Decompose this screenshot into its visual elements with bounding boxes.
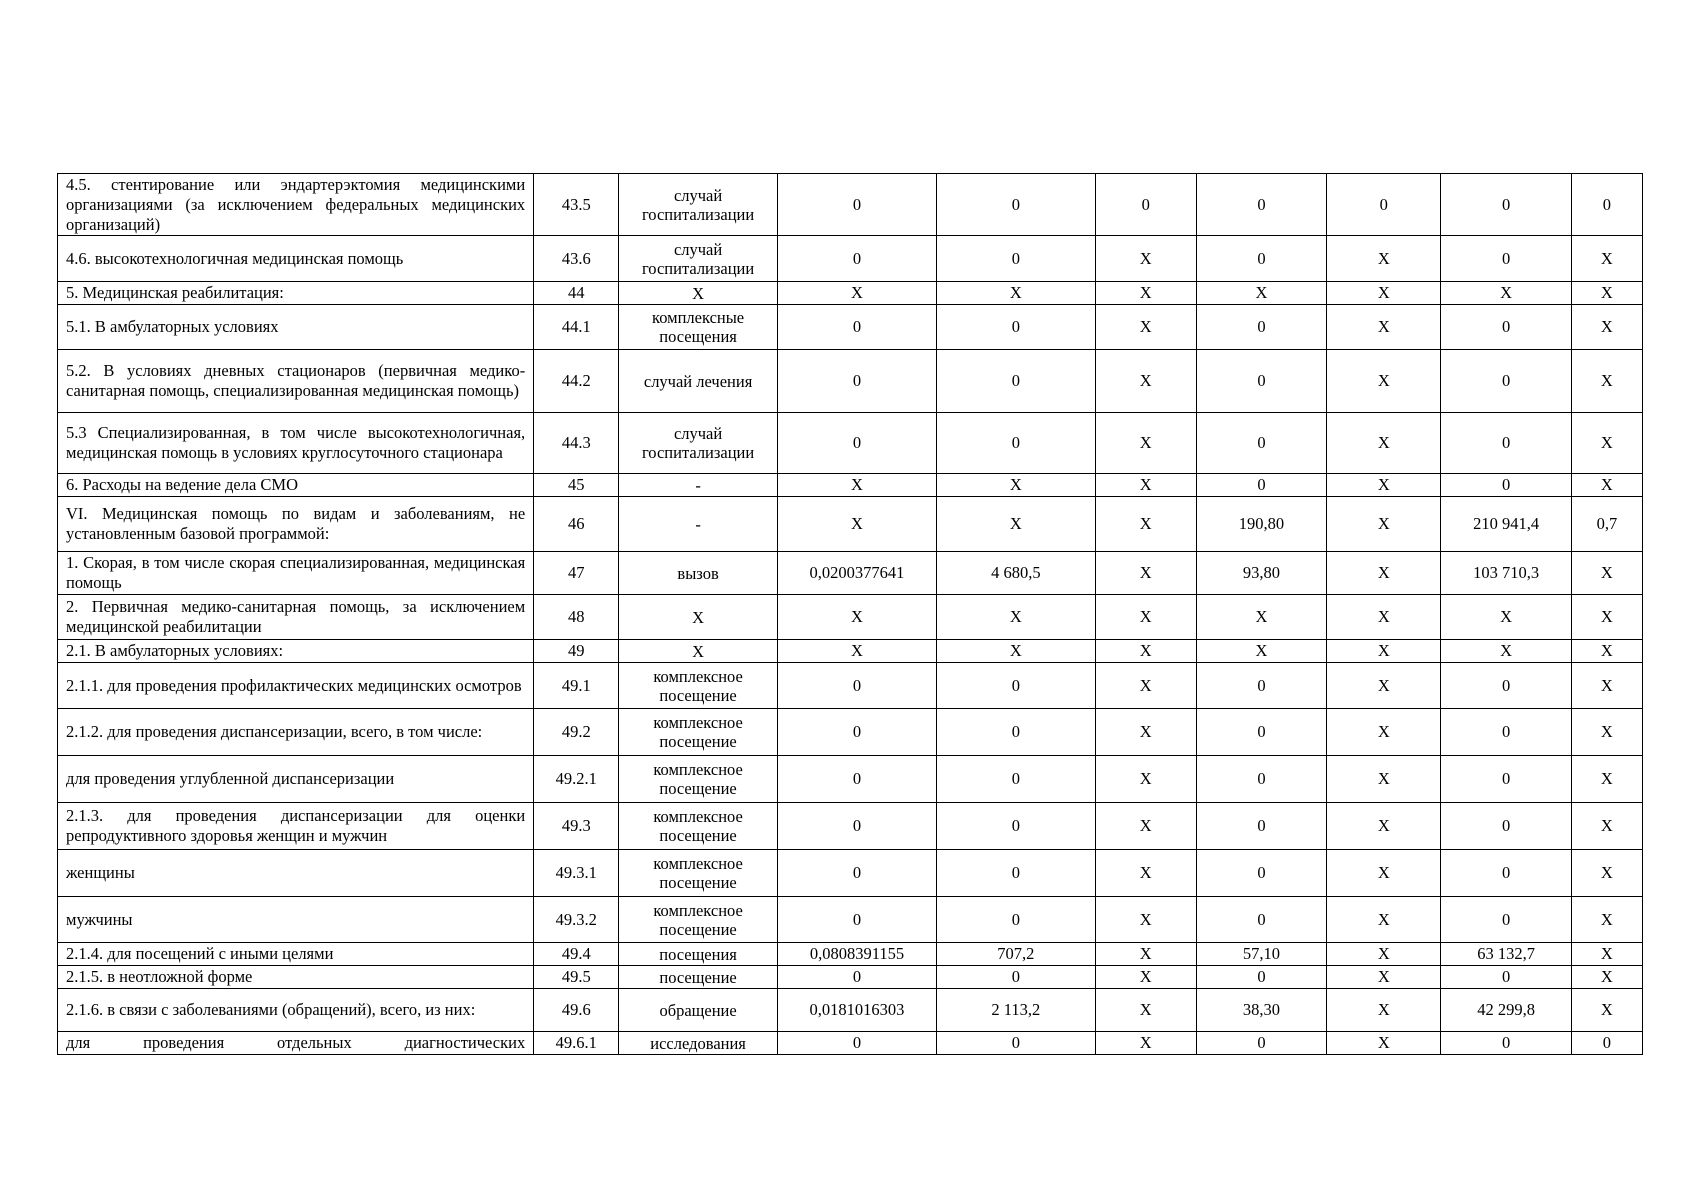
row-value-cell: Х [1327,640,1441,663]
row-value-cell: 0 [1441,709,1571,756]
row-value-cell: Х [1095,497,1196,552]
row-value-cell: Х [1095,305,1196,350]
row-name-cell: мужчины [58,897,534,943]
row-value-cell: 0 [777,305,936,350]
row-code-cell: 49.1 [534,663,619,709]
row-value-cell: Х [1327,350,1441,413]
row-unit-cell: исследования [619,1032,777,1055]
row-unit-cell: посещение [619,966,777,989]
row-value-cell: 38,30 [1196,989,1326,1032]
row-value-cell: 0 [1327,174,1441,236]
row-code-cell: 45 [534,474,619,497]
row-code-cell: 49.6 [534,989,619,1032]
table-row [58,803,1643,850]
row-value-cell: 0 [1441,897,1571,943]
row-code-cell: 49.6.1 [534,1032,619,1055]
row-value-cell: 0 [937,709,1095,756]
row-value-cell: 0 [1196,174,1326,236]
row-value-cell: 0 [777,850,936,897]
row-value-cell: Х [1327,474,1441,497]
program-table [57,173,1643,1055]
table-row [58,282,1643,305]
row-value-cell: 0 [1196,966,1326,989]
row-value-cell: 0 [1441,413,1571,474]
row-value-cell: Х [1327,989,1441,1032]
row-value-cell: 0 [1441,803,1571,850]
row-value-cell: Х [1571,305,1642,350]
row-value-cell: Х [1571,640,1642,663]
row-value-cell: Х [777,595,936,640]
row-value-cell: 0 [1571,1032,1642,1055]
row-unit-cell: Х [619,640,777,663]
row-code-cell: 44.2 [534,350,619,413]
row-code-cell: 49.4 [534,943,619,966]
row-value-cell: Х [1571,413,1642,474]
row-name-cell: для проведения углубленной диспансеризации [58,756,534,803]
row-value-cell: Х [1327,282,1441,305]
row-value-cell: 103 710,3 [1441,552,1571,595]
table-row [58,497,1643,552]
row-value-cell: 93,80 [1196,552,1326,595]
row-value-cell: 707,2 [937,943,1095,966]
row-value-cell: 0 [777,174,936,236]
row-value-cell: 0 [777,803,936,850]
row-value-cell: 0 [1196,474,1326,497]
row-value-cell: 0 [937,236,1095,282]
row-value-cell: Х [1327,803,1441,850]
row-value-cell: Х [1327,1032,1441,1055]
row-value-cell: 0 [937,663,1095,709]
row-value-cell: Х [1571,350,1642,413]
row-name-cell: 5.1. В амбулаторных условиях [58,305,534,350]
row-name-cell: 2. Первичная медико-санитарная помощь, за исключением медицинской реабилитации [58,595,534,640]
row-value-cell: 0 [1095,174,1196,236]
table-row [58,663,1643,709]
row-unit-cell: комплексное посещение [619,850,777,897]
row-value-cell: 0 [1196,709,1326,756]
row-value-cell: 0 [1196,803,1326,850]
row-value-cell: Х [937,595,1095,640]
row-unit-cell: случай госпитализации [619,413,777,474]
row-unit-cell: - [619,474,777,497]
row-value-cell: Х [1327,897,1441,943]
row-value-cell: Х [937,497,1095,552]
row-value-cell: Х [1571,709,1642,756]
row-value-cell: Х [1095,1032,1196,1055]
row-value-cell: 0 [937,756,1095,803]
row-value-cell: 0 [777,709,936,756]
row-value-cell: 4 680,5 [937,552,1095,595]
row-unit-cell: - [619,497,777,552]
row-name-cell: 1. Скорая, в том числе скорая специализированная, медицинская помощь [58,552,534,595]
table-row [58,989,1643,1032]
row-name-cell: 4.6. высокотехнологичная медицинская помощь [58,236,534,282]
row-value-cell: Х [937,640,1095,663]
row-value-cell: 0,0808391155 [777,943,936,966]
row-value-cell: Х [1327,305,1441,350]
row-value-cell: 0 [1441,966,1571,989]
table-row [58,1032,1643,1055]
table-row [58,174,1643,236]
row-value-cell: Х [1441,595,1571,640]
row-value-cell: Х [1095,413,1196,474]
row-value-cell: 0 [937,966,1095,989]
row-value-cell: 0 [1196,850,1326,897]
row-name-cell: женщины [58,850,534,897]
row-value-cell: 190,80 [1196,497,1326,552]
row-value-cell: Х [1327,552,1441,595]
table-row [58,709,1643,756]
row-unit-cell: обращение [619,989,777,1032]
row-code-cell: 48 [534,595,619,640]
row-value-cell: 0 [937,305,1095,350]
row-value-cell: Х [777,474,936,497]
table-row [58,350,1643,413]
row-value-cell: 0 [1441,850,1571,897]
row-value-cell: 63 132,7 [1441,943,1571,966]
row-name-cell: 2.1.6. в связи с заболеваниями (обращений), всего, из них: [58,989,534,1032]
row-code-cell: 47 [534,552,619,595]
row-value-cell: Х [1095,595,1196,640]
row-value-cell: 0 [1196,236,1326,282]
row-value-cell: Х [1571,756,1642,803]
row-name-cell: для проведения отдельных диагностических [58,1032,534,1055]
row-value-cell: 0 [1441,474,1571,497]
row-name-cell: 4.5. стентирование или эндартерэктомия медицинскими организациями (за исключением федеральных медицинских организаций) [58,174,534,236]
row-value-cell: Х [1327,595,1441,640]
row-value-cell: 0 [1441,1032,1571,1055]
row-value-cell: Х [1327,497,1441,552]
row-value-cell: 0 [777,663,936,709]
row-value-cell: Х [1571,897,1642,943]
row-value-cell: 0 [937,174,1095,236]
row-value-cell: Х [1095,803,1196,850]
row-value-cell: Х [1571,282,1642,305]
table-row [58,305,1643,350]
row-value-cell: Х [777,497,936,552]
row-value-cell: Х [1095,236,1196,282]
row-code-cell: 49.3 [534,803,619,850]
row-value-cell: 0 [1196,305,1326,350]
row-value-cell: Х [1327,943,1441,966]
row-value-cell: 0 [937,897,1095,943]
row-value-cell: Х [1327,850,1441,897]
row-value-cell: Х [777,640,936,663]
row-value-cell: 0 [1196,756,1326,803]
row-unit-cell: посещения [619,943,777,966]
row-code-cell: 49.2 [534,709,619,756]
row-value-cell: Х [1327,709,1441,756]
table-row [58,236,1643,282]
table-row [58,966,1643,989]
row-value-cell: 0 [777,966,936,989]
row-value-cell: 0 [1196,663,1326,709]
table-row [58,552,1643,595]
row-value-cell: Х [1571,943,1642,966]
row-code-cell: 49 [534,640,619,663]
row-unit-cell: комплексное посещение [619,756,777,803]
table-row [58,850,1643,897]
row-value-cell: 42 299,8 [1441,989,1571,1032]
row-unit-cell: Х [619,595,777,640]
row-value-cell: Х [1327,413,1441,474]
row-code-cell: 49.5 [534,966,619,989]
row-value-cell: Х [1571,236,1642,282]
table-row [58,595,1643,640]
row-code-cell: 43.5 [534,174,619,236]
row-value-cell: Х [1571,663,1642,709]
row-value-cell: 0 [1441,236,1571,282]
row-name-cell: 2.1.2. для проведения диспансеризации, всего, в том числе: [58,709,534,756]
row-value-cell: Х [1095,709,1196,756]
row-value-cell: Х [1441,640,1571,663]
row-value-cell: Х [1095,552,1196,595]
row-unit-cell: комплексное посещение [619,897,777,943]
row-value-cell: Х [1196,640,1326,663]
row-value-cell: Х [937,474,1095,497]
table-row [58,756,1643,803]
row-value-cell: Х [777,282,936,305]
row-unit-cell: случай лечения [619,350,777,413]
row-unit-cell: случай госпитализации [619,236,777,282]
table-row [58,943,1643,966]
row-value-cell: Х [1196,595,1326,640]
row-value-cell: Х [1327,236,1441,282]
row-name-cell: 5.2. В условиях дневных стационаров (первичная медико-санитарная помощь, специализированная медицинская помощь) [58,350,534,413]
row-value-cell: 2 113,2 [937,989,1095,1032]
row-name-cell: 2.1.3. для проведения диспансеризации для оценки репродуктивного здоровья женщин и мужчин [58,803,534,850]
row-code-cell: 49.2.1 [534,756,619,803]
row-value-cell: 0 [937,413,1095,474]
row-value-cell: 0 [1441,305,1571,350]
row-value-cell: Х [1571,474,1642,497]
row-value-cell: Х [1571,989,1642,1032]
row-name-cell: 2.1.5. в неотложной форме [58,966,534,989]
row-code-cell: 44 [534,282,619,305]
row-name-cell: 5.3 Специализированная, в том числе высокотехнологичная, медицинская помощь в условиях круглосуточного стационара [58,413,534,474]
row-value-cell: Х [1095,474,1196,497]
row-value-cell: Х [1095,989,1196,1032]
row-value-cell: Х [1571,803,1642,850]
row-value-cell: 0 [777,413,936,474]
row-unit-cell: комплексное посещение [619,803,777,850]
row-value-cell: Х [1571,966,1642,989]
row-value-cell: 0 [777,1032,936,1055]
row-code-cell: 49.3.1 [534,850,619,897]
row-unit-cell: комплексное посещение [619,663,777,709]
row-value-cell: Х [1327,966,1441,989]
row-value-cell: 0 [1441,663,1571,709]
row-value-cell: Х [1095,966,1196,989]
row-code-cell: 46 [534,497,619,552]
row-value-cell: Х [1571,850,1642,897]
row-value-cell: Х [1327,756,1441,803]
row-value-cell: Х [1571,552,1642,595]
row-value-cell: 0 [777,350,936,413]
row-value-cell: 0 [1196,350,1326,413]
row-value-cell: Х [1095,850,1196,897]
table-body [58,174,1643,1055]
row-code-cell: 49.3.2 [534,897,619,943]
row-name-cell: 2.1. В амбулаторных условиях: [58,640,534,663]
row-value-cell: Х [1441,282,1571,305]
row-value-cell: 0 [1196,1032,1326,1055]
row-value-cell: Х [1095,282,1196,305]
row-value-cell: 57,10 [1196,943,1326,966]
row-value-cell: 0 [777,756,936,803]
row-value-cell: 0 [937,850,1095,897]
row-value-cell: 0 [1441,350,1571,413]
row-code-cell: 44.1 [534,305,619,350]
row-name-cell: 2.1.1. для проведения профилактических медицинских осмотров [58,663,534,709]
row-code-cell: 43.6 [534,236,619,282]
row-name-cell: 6. Расходы на ведение дела СМО [58,474,534,497]
row-value-cell: Х [1095,756,1196,803]
row-value-cell: 0 [937,803,1095,850]
row-value-cell: 0 [1441,174,1571,236]
row-value-cell: Х [1327,663,1441,709]
table-row [58,640,1643,663]
row-value-cell: Х [937,282,1095,305]
row-unit-cell: Х [619,282,777,305]
row-value-cell: Х [1095,897,1196,943]
row-value-cell: 0,0181016303 [777,989,936,1032]
row-unit-cell: случай госпитализации [619,174,777,236]
row-value-cell: 0 [937,1032,1095,1055]
table-row [58,413,1643,474]
row-value-cell: 0 [777,897,936,943]
row-value-cell: 0,7 [1571,497,1642,552]
row-value-cell: Х [1571,595,1642,640]
row-value-cell: 0 [777,236,936,282]
row-name-cell: VI. Медицинская помощь по видам и заболеваниям, не установленным базовой программой: [58,497,534,552]
table-row [58,474,1643,497]
row-unit-cell: комплексное посещение [619,709,777,756]
row-code-cell: 44.3 [534,413,619,474]
row-value-cell: Х [1095,663,1196,709]
row-value-cell: 210 941,4 [1441,497,1571,552]
row-unit-cell: вызов [619,552,777,595]
row-value-cell: 0 [1571,174,1642,236]
row-value-cell: 0 [1441,756,1571,803]
row-value-cell: 0 [1196,897,1326,943]
row-unit-cell: комплексные посещения [619,305,777,350]
row-value-cell: Х [1095,943,1196,966]
row-value-cell: Х [1196,282,1326,305]
row-name-cell: 5. Медицинская реабилитация: [58,282,534,305]
table-row [58,897,1643,943]
row-name-cell: 2.1.4. для посещений с иными целями [58,943,534,966]
row-value-cell: 0 [937,350,1095,413]
row-value-cell: Х [1095,640,1196,663]
row-value-cell: Х [1095,350,1196,413]
row-value-cell: 0,0200377641 [777,552,936,595]
row-value-cell: 0 [1196,413,1326,474]
